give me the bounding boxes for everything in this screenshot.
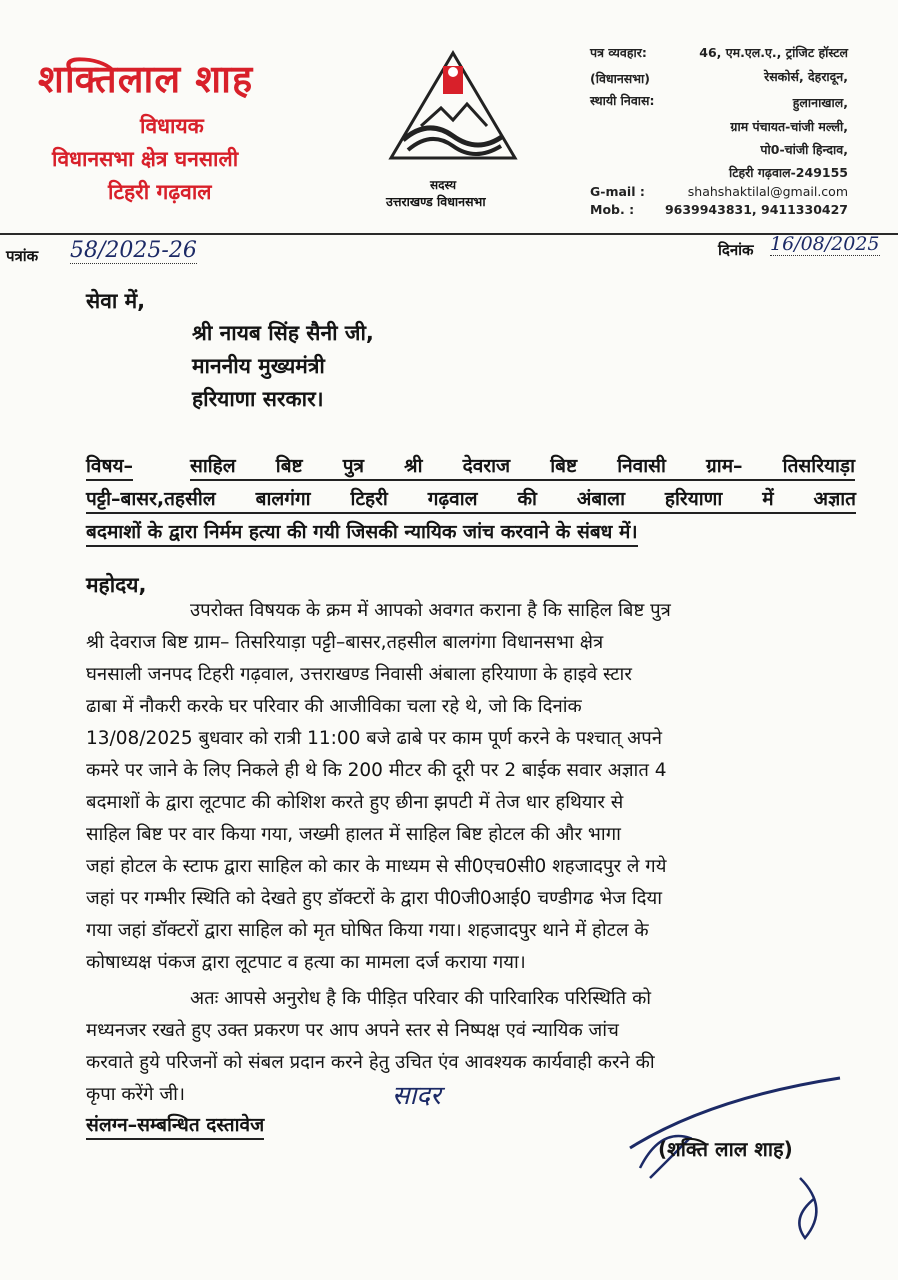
patrank-label: पत्रांक	[6, 247, 39, 265]
address-line: टिहरी गढ़वाल-249155	[729, 165, 848, 180]
body-line: साहिल बिष्ट पर वार किया गया, जख्मी हालत में साहिल बिष्ट होटल की और भागा	[86, 824, 621, 845]
address-line: 46, एम.एल.ए., ट्रांजिट हॉस्टल	[699, 45, 848, 60]
handwritten-note: सादर	[392, 1081, 441, 1111]
body-line: उपरोक्त विषयक के क्रम में आपको अवगत कराना है कि साहिल बिष्ट पुत्र	[190, 600, 671, 621]
body-line: कोषाध्यक्ष पंकज द्वारा लूटपाट व हत्या का मामला दर्ज कराया गया।	[86, 952, 526, 973]
address-line: हुलानाखाल,	[792, 95, 848, 110]
body-line: कमरे पर जाने के लिए निकले ही थे कि 200 मीटर की दूरी पर 2 बाईक सवार अज्ञात 4	[86, 760, 667, 781]
body-line: श्री देवराज बिष्ट ग्राम– तिसरियाड़ा पट्टी–बासर,तहसील बालगंगा विधानसभा क्षेत्र	[86, 632, 604, 653]
subject-label: विषय–	[86, 453, 133, 481]
body-line: करवाते हुये परिजनों को संबल प्रदान करने हेतु उचित एंव आवश्यक कार्यवाही करने की	[86, 1052, 655, 1073]
district: टिहरी गढ़वाल	[108, 180, 212, 204]
signatory-name: (शक्ति लाल शाह)	[658, 1137, 793, 1161]
body-line: गया जहां डॉक्टरों द्वारा साहिल को मृत घोषित किया गया। शहजादपुर थाने में होटल के	[86, 920, 649, 941]
gmail-label: G-mail :	[590, 184, 645, 199]
address-line: पो0-चांजी हिन्दाव,	[760, 142, 848, 157]
body-line: जहां होटल के स्टाफ द्वारा साहिल को कार के माध्यम से सी0एच0सी0 शहजादपुर ले गये	[86, 856, 667, 877]
emblem-caption-member: सदस्य	[430, 178, 457, 192]
emblem-caption-assembly: उत्तराखण्ड विधानसभा	[386, 194, 486, 209]
address-label-assembly: (विधानसभा)	[590, 71, 650, 86]
subject-line: बदमाशों के द्वारा निर्मम हत्या की गयी जिसकी न्यायिक जांच करवाने के संबध में।	[86, 519, 638, 547]
date-value: 16/08/2025	[770, 233, 880, 255]
constituency: विधानसभा क्षेत्र घनसाली	[52, 147, 239, 171]
body-line: 13/08/2025 बुधवार को रात्री 11:00 बजे ढाबे पर काम पूर्ण करने के पश्चात् अपने	[86, 728, 663, 749]
subject-line: साहिल बिष्ट पुत्र श्री देवराज बिष्ट निवासी ग्राम– तिसरियाड़ा	[190, 453, 855, 481]
salutation: सेवा में,	[86, 289, 146, 313]
body-line: घनसाली जनपद टिहरी गढ़वाल, उत्तराखण्ड निवासी अंबाला हरियाणा के हाइवे स्टार	[86, 664, 632, 685]
mobile-label: Mob. :	[590, 202, 635, 217]
recipient-title: माननीय मुख्यमंत्री	[192, 354, 325, 378]
patrank-value: 58/2025-26	[70, 238, 197, 263]
body-line: मध्यनजर रखते हुए उक्त प्रकरण पर आप अपने स्तर से निष्पक्ष एवं न्यायिक जांच	[86, 1020, 619, 1041]
mobile-numbers: 9639943831, 9411330427	[664, 202, 848, 217]
date-label: दिनांक	[718, 241, 754, 259]
body-line: ढाबा में नौकरी करके घर परिवार की आजीविका चला रहे थे, जो कि दिनांक	[86, 696, 582, 717]
assembly-emblem	[383, 48, 523, 173]
recipient-govt: हरियाणा सरकार।	[192, 387, 324, 411]
body-line: जहां पर गम्भीर स्थिति को देखते हुए डॉक्टरों के द्वारा पी0जी0आई0 चण्डीगढ भेज दिया	[86, 888, 663, 909]
address-label-residence: स्थायी निवास:	[590, 93, 655, 108]
address-line: रेसकोर्स, देहरादून,	[764, 69, 848, 84]
letterhead-name: शक्तिलाल शाह	[38, 57, 254, 101]
uttarakhand-emblem-icon	[383, 48, 523, 173]
body-line: बदमाशों के द्वारा लूटपाट की कोशिश करते हुए छीना झपटी में तेज धार हथियार से	[86, 792, 624, 813]
gmail-address: shahshaktilal@gmail.com	[687, 184, 848, 199]
recipient-name: श्री नायब सिंह सैनी जी,	[192, 321, 374, 345]
address-label-correspondence: पत्र व्यवहार:	[590, 45, 647, 60]
enclosure-note: संलग्न–सम्बन्धित दस्तावेज	[86, 1112, 264, 1140]
body-line: अतः आपसे अनुरोध है कि पीड़ित परिवार की पारिवारिक परिस्थिति को	[190, 988, 652, 1009]
greeting: महोदय,	[86, 573, 147, 597]
address-line: ग्राम पंचायत-चांजी मल्ली,	[730, 119, 848, 134]
subject-line: पट्टी–बासर,तहसील बालगंगा टिहरी गढ़वाल की अंबाला हरियाणा में अज्ञात	[86, 486, 856, 514]
body-line: कृपा करेंगे जी।	[86, 1084, 185, 1105]
header-divider	[0, 233, 898, 235]
designation: विधायक	[140, 114, 204, 138]
